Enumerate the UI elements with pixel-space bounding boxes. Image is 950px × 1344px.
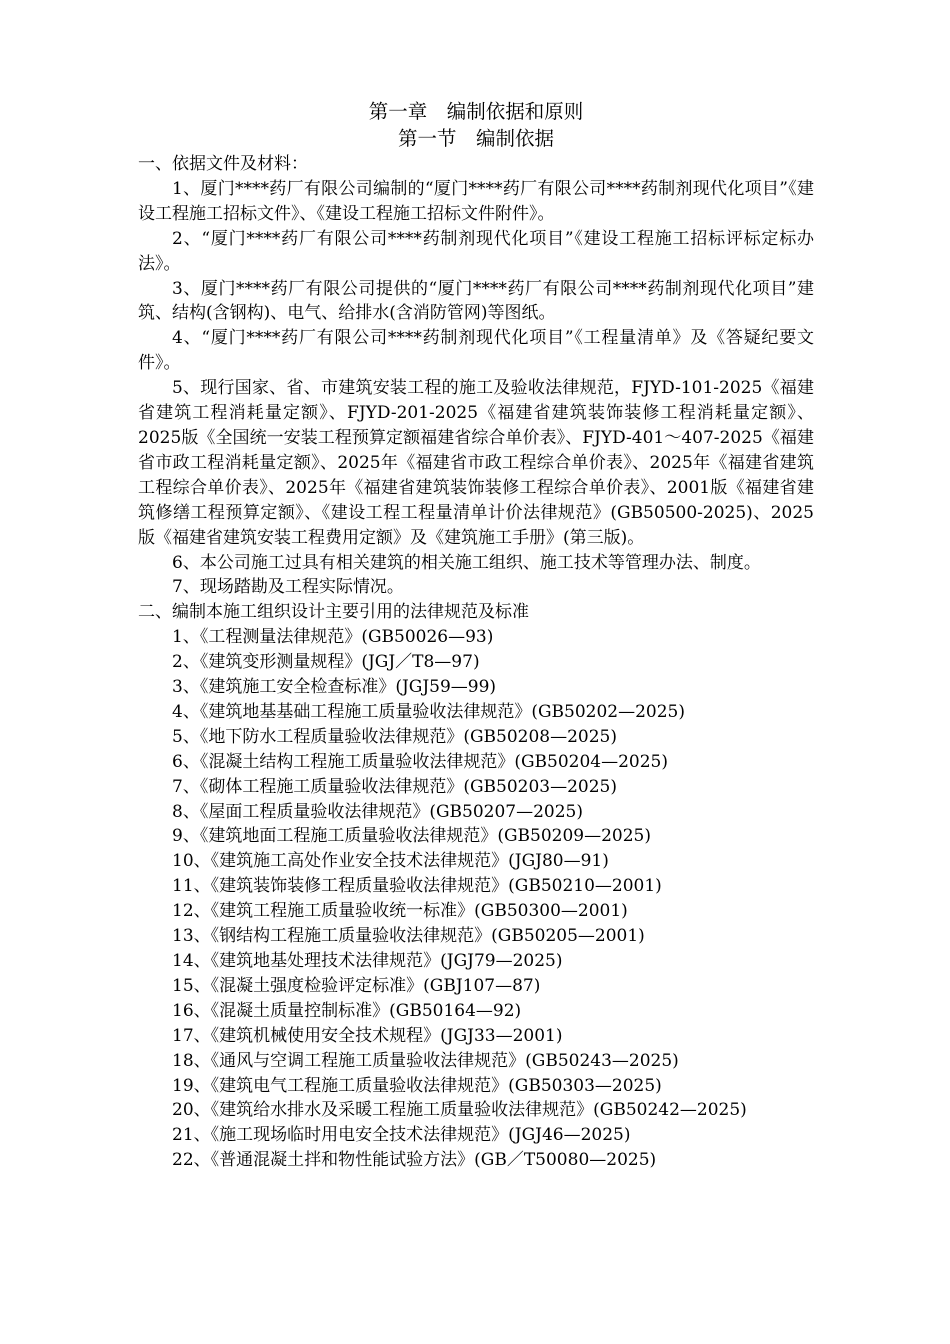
chapter-title: 第一章 编制依据和原则 bbox=[368, 100, 584, 123]
standard-item-19: 19、《建筑电气工程施工质量验收法律规范》(GB50303—2025) bbox=[172, 1075, 662, 1096]
part1-item-3: 3、厦门****药厂有限公司提供的“厦门****药厂有限公司****药制剂现代化项目”建筑、结构(含钢构)、电气、给排水(含消防管网)等图纸。 bbox=[138, 278, 814, 324]
part1-item-2: 2、“厦门****药厂有限公司****药制剂现代化项目”《建设工程施工招标评标定标办法》。 bbox=[138, 228, 814, 274]
standard-item-2: 2、《建筑变形测量规程》(JGJ／T8—97) bbox=[172, 652, 480, 673]
standard-item-17: 17、《建筑机械使用安全技术规程》(JGJ33—2001) bbox=[172, 1025, 563, 1046]
standards-list bbox=[138, 625, 814, 1173]
standard-item-3: 3、《建筑施工安全检查标准》(JGJ59—99) bbox=[172, 677, 497, 698]
standard-item-10: 10、《建筑施工高处作业安全技术法律规范》(JGJ80—91) bbox=[172, 851, 609, 872]
part1-item-6: 6、本公司施工过具有相关建筑的相关施工组织、施工技术等管理办法、制度。 bbox=[172, 552, 761, 573]
standard-item-1: 1、《工程测量法律规范》(GB50026—93) bbox=[172, 627, 494, 648]
standard-item-11: 11、《建筑装饰装修工程质量验收法律规范》(GB50210—2001) bbox=[172, 876, 662, 897]
standard-item-21: 21、《施工现场临时用电安全技术法律规范》(JGJ46—2025) bbox=[172, 1125, 631, 1146]
part2-heading: 二、编制本施工组织设计主要引用的法律规范及标准 bbox=[138, 602, 529, 623]
standard-item-12: 12、《建筑工程施工质量验收统一标准》(GB50300—2001) bbox=[172, 901, 628, 922]
standard-item-5: 5、《地下防水工程质量验收法律规范》(GB50208—2025) bbox=[172, 726, 617, 747]
standard-item-8: 8、《屋面工程质量验收法律规范》(GB50207—2025) bbox=[172, 801, 583, 822]
standard-item-4: 4、《建筑地基基础工程施工质量验收法律规范》(GB50202—2025) bbox=[172, 701, 685, 722]
part1-item-7: 7、现场踏勘及工程实际情况。 bbox=[172, 577, 404, 598]
standard-item-7: 7、《砌体工程施工质量验收法律规范》(GB50203—2025) bbox=[172, 776, 617, 797]
part1-heading: 一、依据文件及材料： bbox=[138, 154, 308, 174]
part1-item-1: 1、厦门****药厂有限公司编制的“厦门****药厂有限公司****药制剂现代化项目”《建设工程施工招标文件》、《建设工程施工招标文件附件》。 bbox=[138, 178, 814, 224]
standard-item-18: 18、《通风与空调工程施工质量验收法律规范》(GB50243—2025) bbox=[172, 1050, 679, 1071]
standard-item-13: 13、《钢结构工程施工质量验收法律规范》(GB50205—2001) bbox=[172, 926, 645, 947]
standard-item-22: 22、《普通混凝土拌和物性能试验方法》(GB／T50080—2025) bbox=[172, 1150, 657, 1171]
standard-item-15: 15、《混凝土强度检验评定标准》(GBJ107—87) bbox=[172, 975, 541, 996]
standard-item-20: 20、《建筑给水排水及采暖工程施工质量验收法律规范》(GB50242—2025) bbox=[172, 1100, 747, 1121]
part1-item-5: 5、现行国家、省、市建筑安装工程的施工及验收法律规范，FJYD-101-2025《福建省建筑工程消耗量定额》、FJYD-201-2025《福建省建筑装饰装修工程消耗量定额》、2025版《全国统一安装工程预算定额福建省综合单价表》、FJYD-401～407-2025《福建省市政工程消耗量定额》、2025年《福建省市政工程综合单价表》、2025年《福建省建筑工程综合单价表》、2025年《福建省建筑装饰装修工程综合单价表》、2001版《福建省建筑修缮工程预算定额》、《建设工程工程量清单计价法律规范》(GB50500-2025)、2025版《福建省建筑安装工程费用定额》及《建筑施工手册》(第三版)。 bbox=[138, 378, 814, 548]
standard-item-16: 16、《混凝土质量控制标准》(GB50164—92) bbox=[172, 1000, 522, 1021]
standard-item-14: 14、《建筑地基处理技术法律规范》(JGJ79—2025) bbox=[172, 951, 563, 971]
section-title: 第一节 编制依据 bbox=[397, 127, 554, 150]
part1-item-4: 4、“厦门****药厂有限公司****药制剂现代化项目”《工程量清单》及《答疑纪要文件》。 bbox=[138, 328, 814, 374]
document-page bbox=[138, 98, 814, 1173]
standard-item-9: 9、《建筑地面工程施工质量验收法律规范》(GB50209—2025) bbox=[172, 826, 651, 847]
standard-item-6: 6、《混凝土结构工程施工质量验收法律规范》(GB50204—2025) bbox=[172, 751, 668, 772]
